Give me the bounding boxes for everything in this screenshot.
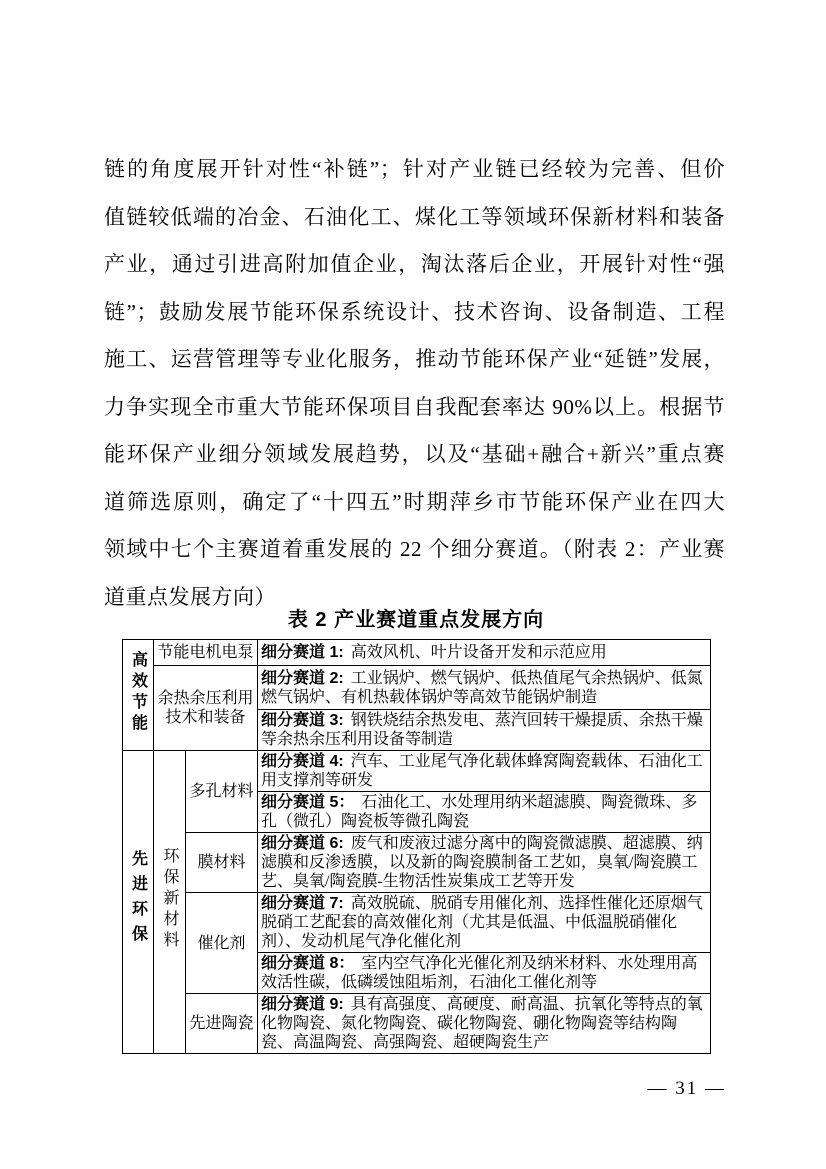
track-text: 高效脱硫、脱硝专用催化剂、选择性催化还原烟气脱硝工艺配套的高效催化剂（尤其是低温、中低温脱硝催化剂）、发动机尾气净化催化剂 <box>261 895 703 950</box>
track-label: 细分赛道 2: <box>261 669 344 687</box>
track-text: 具有高强度、高硬度、耐高温、抗氧化等特点的氧化物陶瓷、氮化物陶瓷、碳化物陶瓷、硼化物陶瓷等结构陶瓷、高温陶瓷、高强陶瓷、超硬陶瓷生产 <box>261 996 703 1051</box>
track-label: 细分赛道 1: <box>261 644 344 661</box>
cell-material-porous: 多孔材料 <box>186 751 258 833</box>
cell-material-membrane: 膜材料 <box>186 833 258 893</box>
body-paragraph <box>104 146 725 621</box>
table-row <box>123 994 711 1054</box>
paragraph-line: 施工、运营管理等专业化服务，推动节能环保产业“延链”发展， <box>104 347 725 371</box>
track-cell-2 <box>258 666 711 710</box>
cell-material-advanced-ceramics: 先进陶瓷 <box>186 994 258 1054</box>
category-label: 高效节能 <box>129 650 147 735</box>
track-cell-3 <box>258 710 711 751</box>
table-row <box>123 751 711 792</box>
track-cell-1 <box>258 640 711 666</box>
track-label: 细分赛道 8： <box>261 955 355 972</box>
paragraph-line: 链”；鼓励发展节能环保系统设计、技术咨询、设备制造、工程 <box>104 299 725 324</box>
track-cell-4 <box>258 751 711 792</box>
table-row <box>123 666 711 710</box>
paragraph-line: 力争实现全市重大节能环保项目自我配套率达 90%以上。根据节 <box>104 394 725 419</box>
track-label: 细分赛道 7: <box>261 895 344 912</box>
cell-subcategory-motor-pump: 节能电机电泵 <box>154 640 258 666</box>
paragraph-line: 值链较低端的冶金、石油化工、煤化工等领域环保新材料和装备 <box>104 204 725 229</box>
track-text: 废气和废液过滤分离中的陶瓷微滤膜、超滤膜、纳滤膜和反渗透膜，以及新的陶瓷膜制备工艺如，臭氧/陶瓷膜工艺、臭氧/陶瓷膜-生物活性炭集成工艺等开发 <box>261 835 703 890</box>
paragraph-line: 道重点发展方向） <box>104 584 276 609</box>
cell-subcategory-waste-heat: 余热余压利用技术和装备 <box>154 666 258 751</box>
track-text: 石油化工、水处理用纳米超滤膜、陶瓷微珠、多孔（微孔）陶瓷板等微孔陶瓷 <box>261 794 698 830</box>
track-text: 汽车、工业尾气净化载体蜂窝陶瓷载体、石油化工用支撑剂等研发 <box>261 753 703 789</box>
track-cell-5 <box>258 792 711 833</box>
table-container <box>122 639 710 1054</box>
cell-subcategory-env-new-materials <box>154 751 186 1054</box>
category-label: 先进环保 <box>129 849 147 950</box>
table-title: 表 2 产业赛道重点发展方向 <box>287 609 545 631</box>
track-text: 室内空气净化光催化剂及纳米材料、水处理用高效活性碳，低磷缓蚀阻垢剂，石油化工催化剂等 <box>261 955 698 991</box>
track-text: 钢铁烧结余热发电、蒸汽回转干燥提质、余热干燥等余热余压利用设备等制造 <box>261 712 703 748</box>
paragraph-line: 链的角度展开针对性“补链”；针对产业链已经较为完善、但价 <box>104 157 725 181</box>
paragraph-line: 领域中七个主赛道着重发展的 22 个细分赛道。（附表 2：产业赛 <box>104 537 725 561</box>
track-label: 细分赛道 3: <box>261 712 344 729</box>
track-cell-8 <box>258 953 711 994</box>
development-table <box>122 639 711 1054</box>
subcategory-label: 环保新材料 <box>161 847 178 952</box>
track-text: 高效风机、叶片设备开发和示范应用 <box>350 644 607 661</box>
cell-category-advanced-env <box>123 751 154 1054</box>
track-cell-9 <box>258 994 711 1054</box>
cell-material-catalysts: 催化剂 <box>186 893 258 994</box>
table-row <box>123 893 711 953</box>
table-row <box>123 833 711 893</box>
paragraph-line: 产业，通过引进高附加值企业，淘汰落后企业，开展针对性“强 <box>104 252 725 276</box>
track-cell-7 <box>258 893 711 953</box>
paragraph-line: 能环保产业细分领域发展趋势，以及“基础+融合+新兴”重点赛 <box>104 442 725 466</box>
track-label: 细分赛道 6: <box>261 835 344 852</box>
page-number: — 31 — <box>647 1078 726 1099</box>
track-label: 细分赛道 4: <box>261 753 344 770</box>
track-label: 细分赛道 9: <box>261 996 344 1013</box>
track-label: 细分赛道 5： <box>261 794 355 811</box>
cell-category-high-efficiency <box>123 640 154 751</box>
table-row <box>123 640 711 666</box>
paragraph-line: 道筛选原则，确定了“十四五”时期萍乡市节能环保产业在四大 <box>104 489 725 514</box>
track-text: 工业锅炉、燃气锅炉、低热值尾气余热锅炉、低氮燃气锅炉、有机热载体锅炉等高效节能锅炉制造 <box>261 669 703 706</box>
track-cell-6 <box>258 833 711 893</box>
